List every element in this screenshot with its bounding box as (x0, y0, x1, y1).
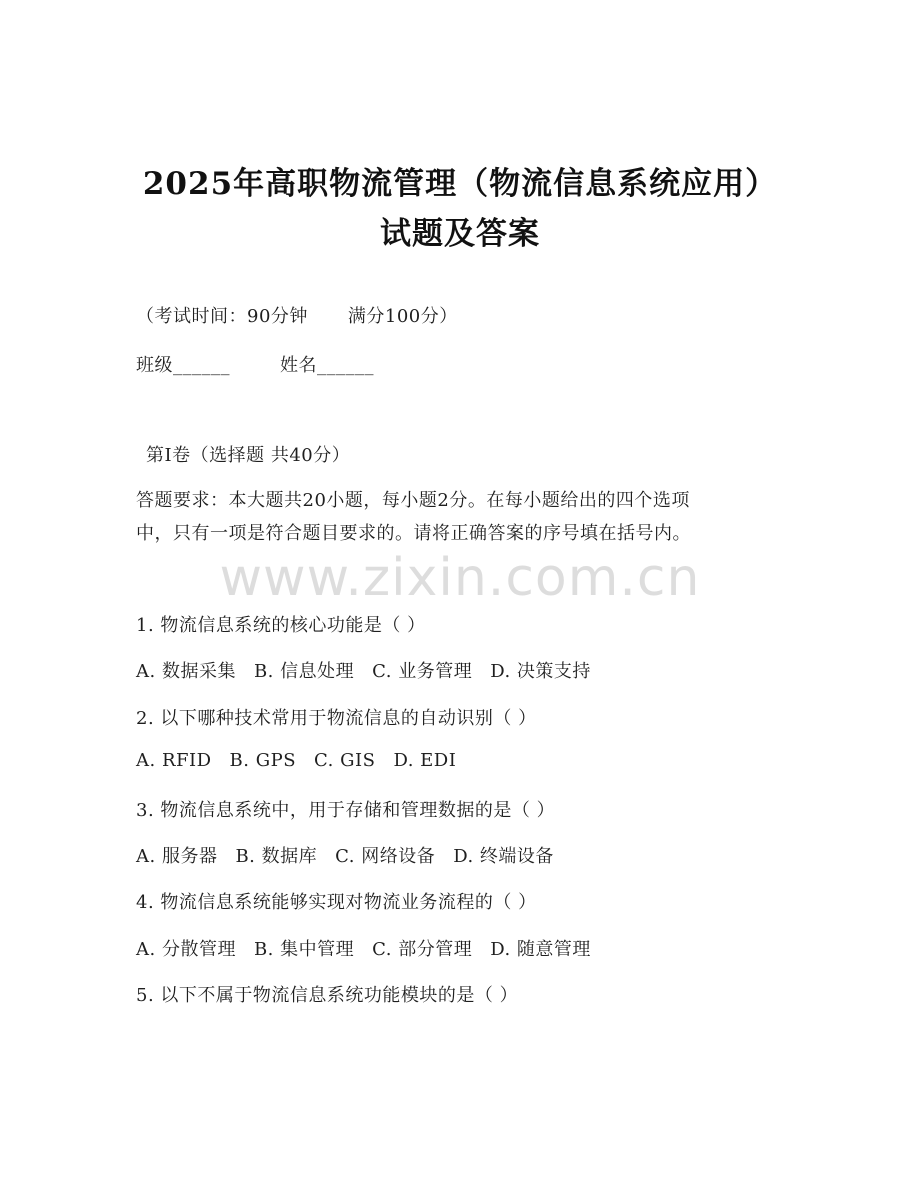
section-header: 第I卷（选择题 共40分） (146, 445, 351, 466)
option: D. 决策支持 (490, 661, 591, 682)
question-2-options (136, 750, 456, 771)
question-5: 5. 以下不属于物流信息系统功能模块的是（ ） (136, 985, 519, 1006)
option: D. 随意管理 (490, 939, 591, 960)
question-1-options (136, 657, 591, 683)
exam-time: （考试时间：90分钟 (136, 306, 308, 327)
instructions-line-1: 答题要求：本大题共20小题，每小题2分。在每小题给出的四个选项 (136, 490, 690, 511)
watermark: www.zixin.com.cn (219, 548, 701, 608)
option: B. 信息处理 (253, 661, 355, 682)
class-field-label: 班级______ (136, 355, 230, 376)
option: C. GIS (314, 750, 376, 771)
document-title-line-2: 试题及答案 (380, 216, 540, 252)
option: A. 分散管理 (136, 939, 236, 960)
option: D. 终端设备 (453, 846, 554, 867)
exam-score: 满分100分） (347, 306, 458, 327)
option: A. RFID (136, 750, 212, 771)
name-field-label: 姓名______ (280, 355, 374, 376)
option: A. 服务器 (136, 846, 218, 867)
option: B. 数据库 (235, 846, 318, 867)
student-info (136, 351, 374, 377)
option: A. 数据采集 (136, 661, 236, 682)
option: D. EDI (393, 750, 457, 771)
option: B. GPS (229, 750, 297, 771)
question-1: 1. 物流信息系统的核心功能是（ ） (136, 615, 426, 636)
document-title-line-1: 2025年高职物流管理（物流信息系统应用） (142, 166, 778, 202)
question-4: 4. 物流信息系统能够实现对物流业务流程的（ ） (136, 892, 537, 913)
option: C. 网络设备 (335, 846, 436, 867)
question-2: 2. 以下哪种技术常用于物流信息的自动识别（ ） (136, 708, 537, 729)
question-4-options (136, 935, 591, 961)
exam-info (136, 302, 458, 328)
question-3-options (136, 842, 554, 868)
option: B. 集中管理 (253, 939, 355, 960)
instructions-line-2: 中，只有一项是符合题目要求的。请将正确答案的序号填在括号内。 (136, 523, 691, 544)
question-3: 3. 物流信息系统中，用于存储和管理数据的是（ ） (136, 800, 556, 821)
option: C. 业务管理 (372, 661, 473, 682)
option: C. 部分管理 (372, 939, 473, 960)
